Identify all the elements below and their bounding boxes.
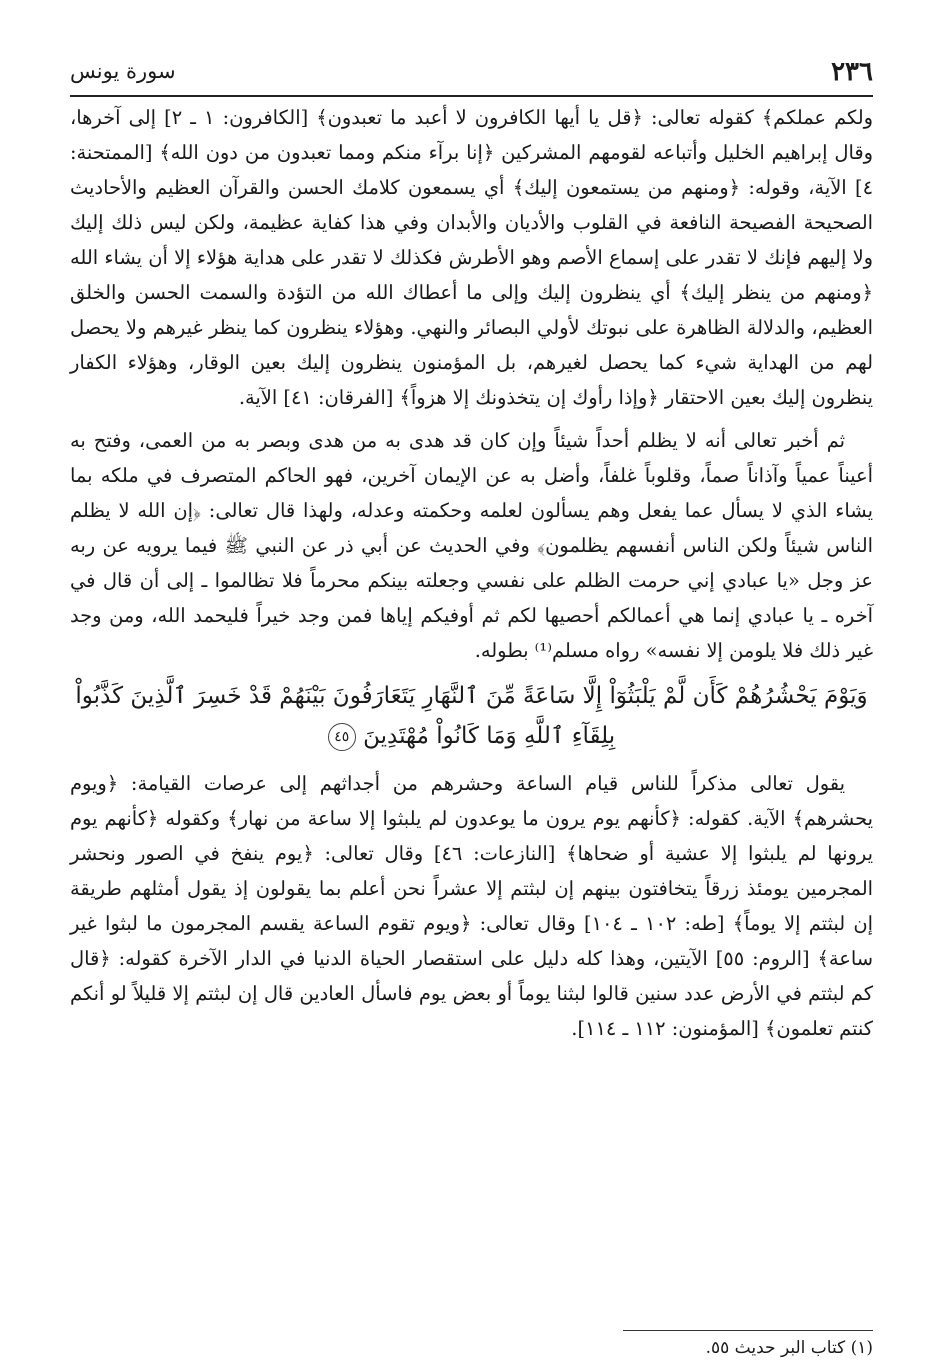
page-number: ٢٣٦ [831,57,873,87]
paragraph: ثم أخبر تعالى أنه لا يظلم أحداً شيئاً وإن كان قد هدى به من هدى وبصر به من العمى، وفتح به أعيناً عمياً وآذاناً صماً، وقلوباً غلفاً، وأضل به عن الإيمان آخرين، فهو الحاكم المتصرف في ملكه بما يشاء الذي لا يسأل عما يفعل وهم يسألون لعلمه وحكمته وعدله، ولهذا قال تعالى: ﴿إن الله لا يظلم الناس شيئاً ولكن الناس أنفسهم يظلمون﴾ وفي الحديث عن أبي ذر عن النبي ﷺ فيما يرويه عن ربه عز وجل «يا عبادي إني حرمت الظلم على نفسي وجعلته بينكم محرماً فلا تظالموا ـ إلى أن قال في آخره ـ يا عبادي إنما هي أعمالكم أحصيها لكم ثم أوفيكم إياها فمن وجد خيراً فليحمد الله، ومن وجد غير ذلك فلا يلومن إلا نفسه» رواه مسلم⁽¹⁾ بطوله. [70,429,873,662]
commentary-paragraph: يقول تعالى مذكراً للناس قيام الساعة وحشرهم من أجداثهم إلى عرصات القيامة: ﴿ويوم يحشرهم﴾ الآية. كقوله: ﴿كأنهم يوم يرون ما يوعدون لم يلبثوا إلا ساعة من نهار﴾ وكقوله ﴿كأنهم يوم يرونها لم يلبثوا إلا عشية أو ضحاها﴾ [النازعات: ٤٦] وقال تعالى: ﴿يوم ينفخ في الصور ونحشر المجرمين يومئذ زرقاً يتخافتون بينهم إن لبثتم إلا عشراً نحن أعلم بما يقولون إذ يقول أمثلهم طريقة إن لبثتم إلا يوماً﴾ [طه: ١٠٢ ـ ١٠٤] وقال تعالى: ﴿ويوم تقوم الساعة يقسم المجرمون ما لبثوا غير ساعة﴾ [الروم: ٥٥] الآيتين، وهذا كله دليل على استقصار الحياة الدنيا في الدار الآخرة كقوله: ﴿قال كم لبثتم في الأرض عدد سنين قالوا لبثنا يوماً أو بعض يوم فاسأل العادين قال إن لبثتم إلا قليلاً لو أنكم كنتم تعلمون﴾ [المؤمنون: ١١٢ ـ ١١٤]. [70,772,873,1040]
page-header [70,55,873,97]
verse-text: وَيَوْمَ يَحْشُرُهُمْ كَأَن لَّمْ يَلْبَثُوٓاْ إِلَّا سَاعَةً مِّنَ ٱلنَّهَارِ يَتَعَارَفُونَ بَيْنَهُمْ قَدْ خَسِرَ ٱلَّذِينَ كَذَّبُواْ بِلِقَآءِ ٱللَّهِ وَمَا كَانُواْ مُهْتَدِينَ [75,683,868,749]
footnote-divider [623,1330,873,1331]
running-title: سورة يونس [70,59,176,83]
page-body [70,100,873,1054]
paragraph: ولكم عملكم﴾ كقوله تعالى: ﴿قل يا أيها الكافرون لا أعبد ما تعبدون﴾ [الكافرون: ١ ـ ٢] إلى آخرها، وقال إبراهيم الخليل وأتباعه لقومهم المشركين ﴿إنا برآء منكم ومما تعبدون من دون الله﴾ [الممتحنة: ٤] الآية، وقوله: ﴿ومنهم من يستمعون إليك﴾ أي يسمعون كلامك الحسن والقرآن العظيم والأحاديث الصحيحة الفصيحة النافعة في القلوب والأديان والأبدان وفي هذا كفاية عظيمة، ولكن ليس ذلك إليك ولا إليهم فإنك لا تقدر على إسماع الأصم وهو الأطرش فكذلك لا تقدر على هداية هؤلاء إلا أن يشاء الله ﴿ومنهم من ينظر إليك﴾ أي ينظرون إليك وإلى ما أعطاك الله من التؤدة والسمت الحسن والخلق العظيم، والدلالة الظاهرة على نبوتك لأولي البصائر والنهي. وهؤلاء ينظرون كما ينظر غيرهم ولا يحصل لهم من الهداية شيء كما يحصل لغيرهم، بل المؤمنون ينظرون إليك بعين الوقار، وهؤلاء الكفار ينظرون إليك بعين الاحتقار ﴿وإذا رأوك إن يتخذونك إلا هزواً﴾ [الفرقان: ٤١] الآية. [70,106,873,409]
footnote: (١) كتاب البر حديث ٥٥. [705,1338,873,1358]
quran-verse [70,676,873,756]
ayah-number: ٤٥ [328,723,356,751]
